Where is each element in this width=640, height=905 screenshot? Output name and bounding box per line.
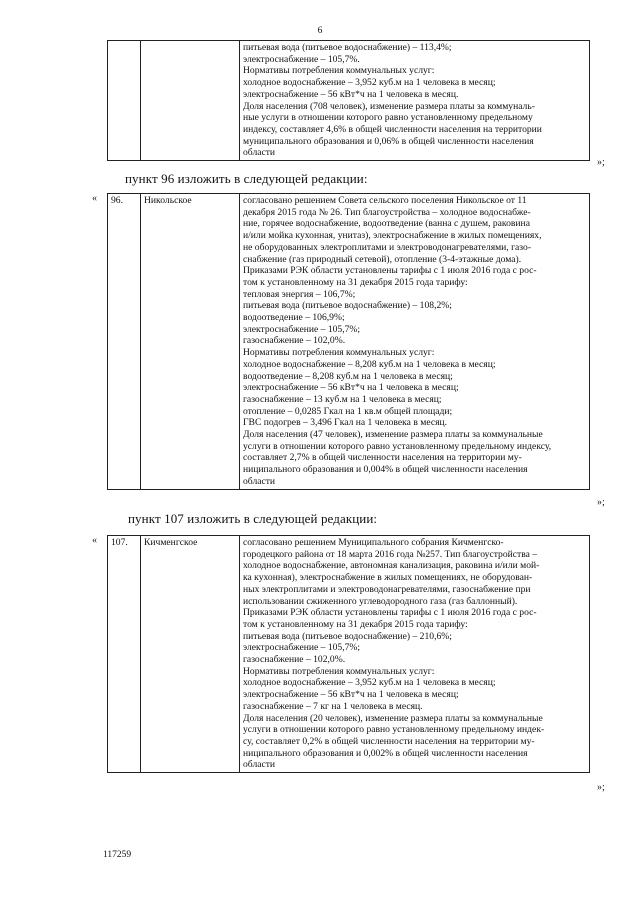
- text-line: и/или мойка кухонная, унитаз), электроснабжение в жилых помещениях,: [243, 230, 542, 242]
- text-line: Нормативы потребления коммунальных услуг:: [243, 665, 435, 677]
- text-line: электроснабжение – 56 кВт*ч на 1 человека в месяц;: [243, 382, 459, 394]
- text-line: газоснабжение – 13 куб.м на 1 человека в месяц;: [243, 393, 442, 405]
- opening-quote: «: [92, 535, 97, 546]
- text-line: области: [243, 475, 276, 487]
- text-line: электроснабжение – 56 кВт*ч на 1 человека в месяц;: [243, 689, 459, 701]
- text-line: водоотведение – 106,9%;: [243, 312, 345, 324]
- page-number: 6: [317, 26, 323, 36]
- text-line: ка кухонная), электроснабжение в жилых помещениях, не оборудован-: [243, 572, 533, 584]
- text-line: услуги в отношении которого равно установленному предельному индек-: [243, 724, 545, 736]
- text-line: газоснабжение – 7 кг на 1 человека в месяц.: [243, 700, 423, 712]
- text-line: холодное водоснабжение – 8,208 куб.м на 1 человека в месяц;: [243, 358, 496, 370]
- text-line: области: [243, 759, 276, 771]
- table-item-96: [107, 193, 590, 490]
- text-line: том к установленному на 31 декабря 2015 года тарифу:: [243, 618, 468, 630]
- text-line: холодное водоснабжение – 3,952 куб.м на 1 человека в месяц;: [243, 677, 496, 689]
- text-line: питьевая вода (питьевое водоснабжение) – 113,4%;: [243, 42, 452, 53]
- number-cell: [108, 41, 141, 161]
- text-line: услуги в отношении которого равно установленному предельному индексу,: [243, 440, 552, 452]
- text-line: питьевая вода (питьевое водоснабжение) – 108,2%;: [243, 300, 452, 312]
- text-line: области: [243, 147, 276, 159]
- text-line: Доля населения (708 человек), изменение размера платы за коммуналь-: [243, 100, 535, 112]
- table-row: [108, 536, 590, 773]
- text-line: использовании сжиженного углеводородного газа (газ баллонный).: [243, 595, 518, 607]
- settlement-name: Кичменгское: [141, 536, 240, 773]
- text-line: электроснабжение – 56 кВт*ч на 1 человека в месяц.: [243, 88, 459, 100]
- item-number: 96.: [108, 194, 141, 490]
- text-line: отопление – 0,0285 Гкал на 1 кв.м общей площади;: [243, 405, 453, 417]
- settlement-name: Никольское: [141, 194, 240, 490]
- description-cell: [240, 536, 590, 773]
- text-line: ные услуги в отношении которого равно установленному предельному: [243, 112, 533, 124]
- text-line: су, составляет 0,2% в общей численности населения на территории му-: [243, 735, 535, 747]
- text-line: Нормативы потребления коммунальных услуг:: [243, 65, 435, 77]
- text-line: снабжение (газ природный сетевой), отопление (3-4-этажные дома).: [243, 253, 522, 265]
- text-line: декабря 2015 года № 26. Тип благоустройства – холодное водоснабже-: [243, 206, 531, 218]
- table-continuation: [107, 40, 590, 161]
- text-line: холодное водоснабжение, автономная канализация, раковина и/или мой-: [243, 560, 540, 572]
- text-line: Доля населения (20 человек), изменение размера платы за коммунальные: [243, 712, 543, 724]
- text-line: водоотведение – 8,208 куб.м на 1 человека в месяц;: [243, 370, 453, 382]
- text-line: городецкого района от 18 марта 2016 года №257. Тип благоустройства –: [243, 548, 538, 560]
- description-lines: [243, 537, 587, 771]
- text-line: индексу, составляет 4,6% в общей численности населения на территории: [243, 123, 542, 135]
- text-line: ниципального образования и 0,004% в общей численности населения: [243, 464, 528, 476]
- text-line: тепловая энергия – 106,7%;: [243, 288, 356, 300]
- settlement-cell: [141, 41, 240, 161]
- text-line: муниципального образования и 0,06% в общей численности населения: [243, 135, 534, 147]
- closing-quote: »;: [597, 497, 605, 508]
- text-line: электроснабжение – 105,7%;: [243, 642, 361, 654]
- text-line: газоснабжение – 102,0%.: [243, 654, 346, 666]
- text-line: ние, горячее водоснабжение, водоотведение (ванна с душем, раковина: [243, 218, 530, 230]
- closing-quote: »;: [597, 157, 605, 168]
- table-row: [108, 194, 590, 490]
- table-row: [108, 41, 590, 161]
- text-line: ниципального образования и 0,002% в общей численности населения: [243, 747, 528, 759]
- opening-quote: «: [92, 193, 97, 204]
- text-line: газоснабжение – 102,0%.: [243, 335, 346, 347]
- closing-quote: »;: [597, 782, 605, 793]
- text-line: холодное водоснабжение – 3,952 куб.м на 1 человека в месяц;: [243, 77, 496, 89]
- text-line: электроснабжение – 105,7%;: [243, 323, 361, 335]
- text-line: Нормативы потребления коммунальных услуг:: [243, 347, 435, 359]
- item-number: 107.: [108, 536, 141, 773]
- text-line: согласовано решением Муниципального собрания Кичменгско-: [243, 537, 504, 548]
- text-line: Доля населения (47 человек), изменение размера платы за коммунальные: [243, 429, 543, 441]
- description-lines: [243, 195, 587, 488]
- section-heading: пункт 107 изложить в следующей редакции:: [128, 511, 378, 526]
- text-line: ных электроплитами и электроводонагревателями, газоснабжение при: [243, 583, 531, 595]
- text-line: том к установленному на 31 декабря 2015 года тарифу:: [243, 276, 468, 288]
- text-line: питьевая вода (питьевое водоснабжение) – 210,6%;: [243, 630, 452, 642]
- description-cell: [240, 194, 590, 490]
- text-line: согласовано решением Совета сельского поселения Никольское от 11: [243, 195, 527, 206]
- section-heading: пункт 96 изложить в следующей редакции:: [125, 171, 368, 186]
- text-line: электроснабжение – 105,7%.: [243, 53, 360, 65]
- text-line: составляет 2,7% в общей численности населения на территории му-: [243, 452, 522, 464]
- text-line: Приказами РЭК области установлены тарифы с 1 июля 2016 года с рос-: [243, 265, 537, 277]
- description-lines: [243, 42, 587, 159]
- description-cell: [240, 41, 590, 161]
- table-item-107: [107, 535, 590, 773]
- text-line: Приказами РЭК области установлены тарифы с 1 июля 2016 года с рос-: [243, 607, 537, 619]
- text-line: ГВС подогрев – 3,496 Гкал на 1 человека в месяц.: [243, 417, 448, 429]
- document-code: 117259: [103, 850, 132, 860]
- text-line: не оборудованных электроплитами и электроводонагревателями, газо-: [243, 241, 532, 253]
